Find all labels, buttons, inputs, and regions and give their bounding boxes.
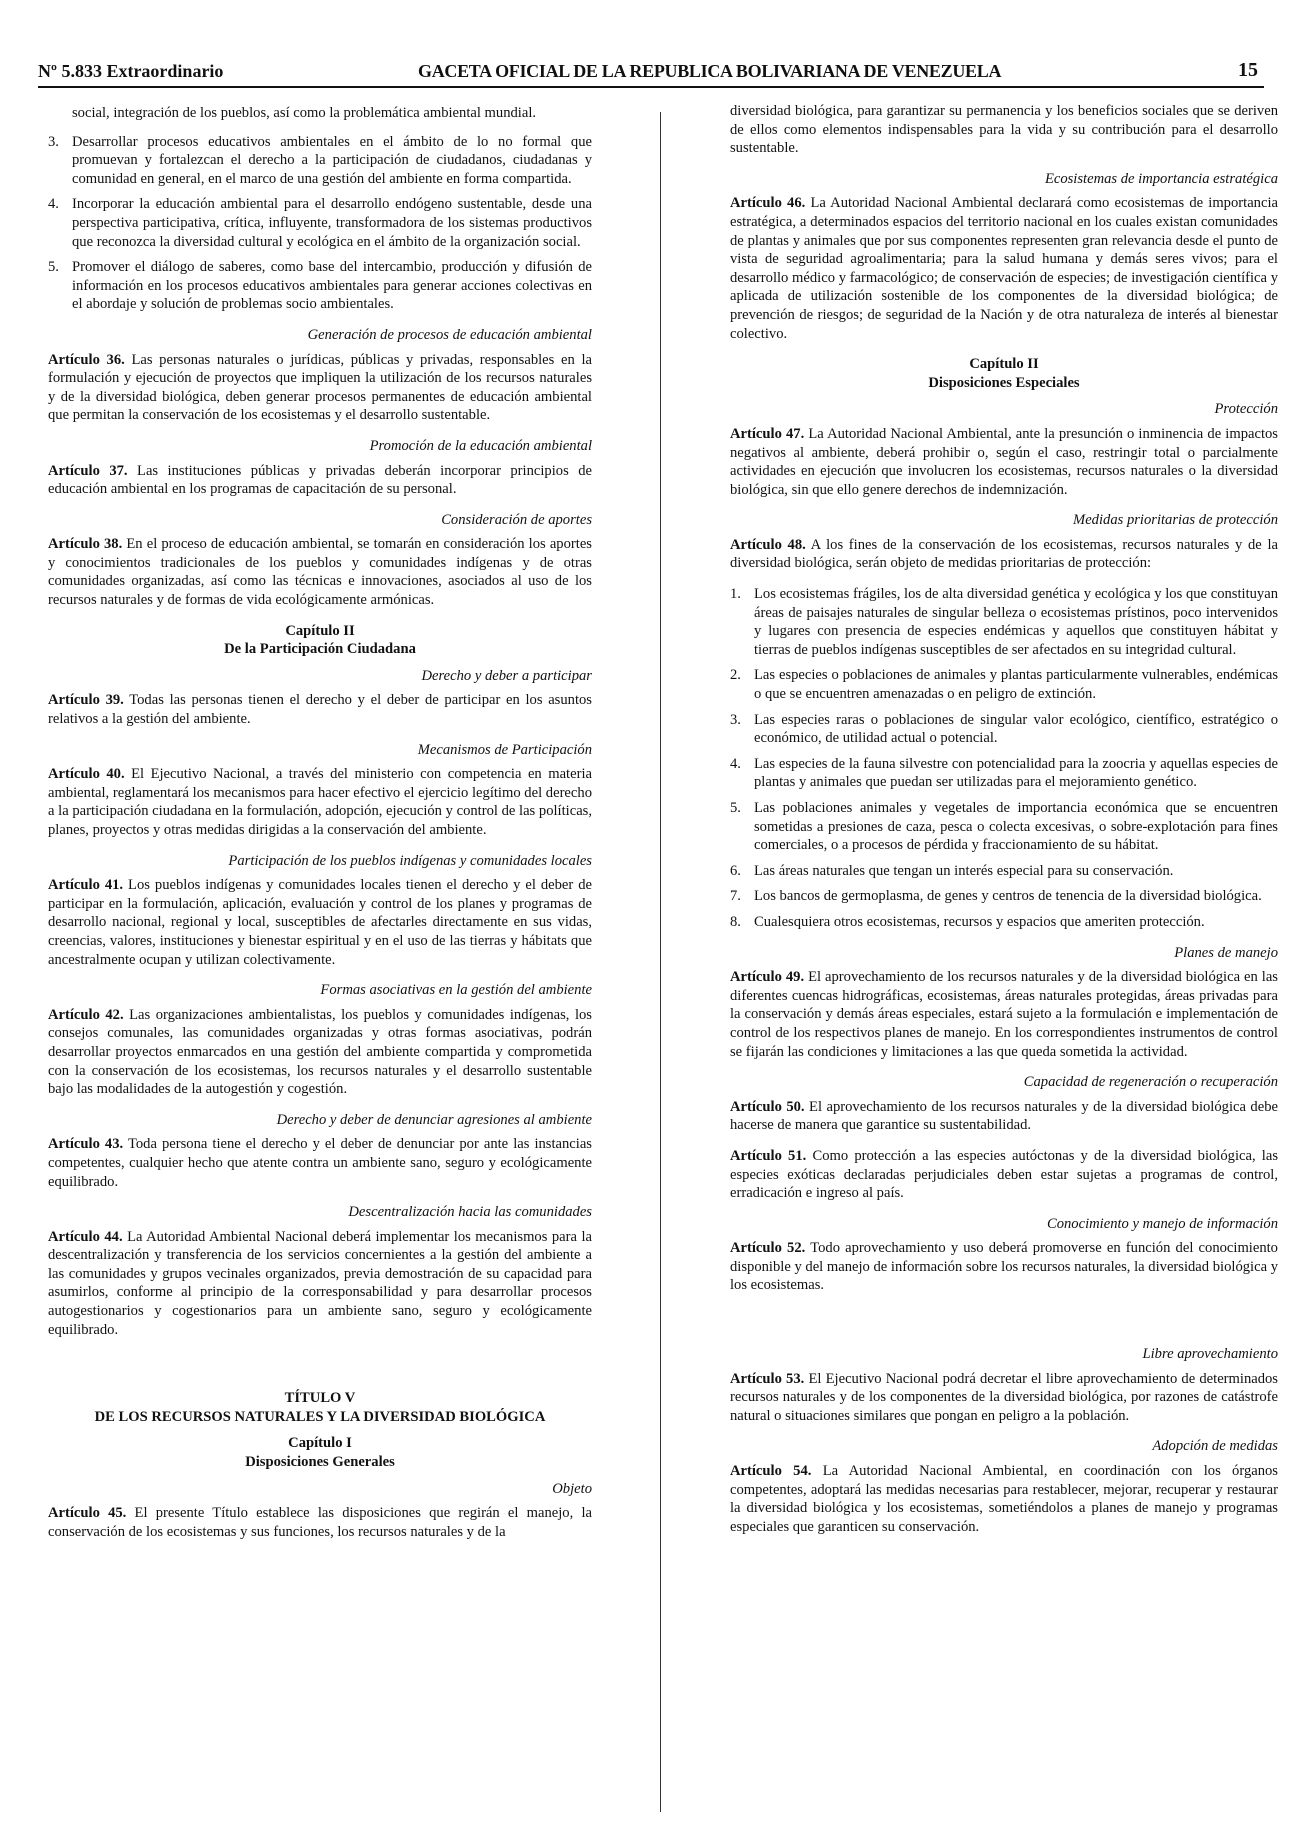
continued-text: diversidad biológica, para garantizar su permanencia y los beneficios sociales que se deriven de ellos como elementos indispensables para la vida y su contribución para el desarrollo sustentable. bbox=[730, 103, 1278, 157]
section-heading: Mecanismos de Participación bbox=[417, 741, 592, 758]
article-46: Artículo 46. La Autoridad Nacional Ambiental declarará como ecosistemas de importancia estratégica, a determinados espacios del territorio nacional en los cuales existan comunidades de plantas y animales que por sus componentes representen gran relevancia desde el punto de vista de seguridad agroalimentaria; para la salud humana y demás seres vivos; para el desarrollo médico y farmacológico; de conservación de especies; de investigación científica y aplicada de utilización sostenible de los componentes de la diversidad biológica; de prevención de riesgos; de seguridad de la Nación y de otra naturaleza de interés al bienestar colectivo. bbox=[730, 195, 1278, 342]
article-51: Artículo 51. Como protección a las especies autóctonas y de la diversidad biológica, las especies exóticas declaradas perjudiciales deben estar sujetas a programas de control, erradicación e ingreso al país. bbox=[730, 1147, 1278, 1202]
list-item: 3. Desarrollar procesos educativos ambientales en el ámbito de lo no formal que promuevan y fortalezcan el derecho a la participación de ciudadanos, ciudadanas y comunidad en general, en el marco de una gestión del ambiente en forma compartida. bbox=[48, 133, 592, 187]
article-38: Artículo 38. En el proceso de educación ambiental, se tomarán en consideración los aportes y conocimientos tradicionales de los pueblos y comunidades indígenas y de otras comunidades organizadas, así como las técnicas e innovaciones, asociados al uso de los recursos naturales y de formas de vida ecológicamente armónicas. bbox=[48, 536, 592, 609]
left-column bbox=[48, 104, 592, 1553]
list-item: 3. Las especies raras o poblaciones de singular valor ecológico, científico, estratégico o económico, de utilidad actual o potencial. bbox=[730, 711, 1278, 747]
list-item: 7. Los bancos de germoplasma, de genes y centros de tenencia de la diversidad biológica. bbox=[730, 888, 1262, 905]
article-53: Artículo 53. El Ejecutivo Nacional podrá decretar el libre aprovechamiento de determinados recursos naturales y de los componentes de la diversidad biológica, por razones de catástrofe natural o situaciones similares que pongan en peligro a la población. bbox=[730, 1370, 1278, 1424]
article-48: Artículo 48. A los fines de la conservación de los ecosistemas, recursos naturales y de la diversidad biológica, serán objeto de medidas prioritarias de protección: bbox=[730, 536, 1278, 572]
issue-number: Nº 5.833 Extraordinario bbox=[38, 61, 224, 81]
section-heading: Protección bbox=[1214, 401, 1278, 418]
right-column bbox=[730, 102, 1278, 1548]
education-objectives-list bbox=[48, 133, 592, 314]
article-39: Artículo 39. Todas las personas tienen el derecho y el deber de participar en los asuntos relativos a la gestión del ambiente. bbox=[48, 692, 592, 728]
section-heading: Planes de manejo bbox=[1174, 944, 1278, 961]
page-number: 15 bbox=[1238, 59, 1258, 81]
chapter-heading: Capítulo II Disposiciones Especiales bbox=[928, 356, 1080, 391]
list-item: 4. Incorporar la educación ambiental para el desarrollo endógeno sustentable, desde una perspectiva participativa, crítica, influyente, transformadora de los sistemas productivos que reconozca la diversidad cultural y ecológica en el ámbito de la organización social. bbox=[48, 196, 592, 250]
article-40: Artículo 40. El Ejecutivo Nacional, a través del ministerio con competencia en materia ambiental, reglamentará los mecanismos para hacer efectivo el ejercicio legítimo del derecho a la participación ciudadana en la formulación, adopción, ejecución y control de las políticas, planes, proyectos y otras medidas dirigidas a la conservación del ambiente. bbox=[48, 766, 592, 838]
section-heading: Conocimiento y manejo de información bbox=[1046, 1215, 1278, 1232]
article-37: Artículo 37. Las instituciones públicas y privadas deberán incorporar principios de educación ambiental en los programas de capacitación de su personal. bbox=[48, 462, 592, 498]
article-52: Artículo 52. Todo aprovechamiento y uso deberá promoverse en función del conocimiento disponible y del manejo de información sobre los recursos naturales, la diversidad biológica y los ecosistemas. bbox=[730, 1240, 1278, 1294]
section-heading: Generación de procesos de educación ambiental bbox=[307, 326, 592, 343]
article-49: Artículo 49. El aprovechamiento de los recursos naturales y de la diversidad biológica en las diferentes cuencas hidrográficas, ecosistemas, áreas naturales protegidas, áreas privadas para la conservación y demás áreas especiales, estará sujeto a la formulación e implementación de control de los respectivos planes de manejo. En los correspondientes instrumentos de control se fijarán las condiciones y limitaciones a las que queda sometida la actividad. bbox=[730, 969, 1278, 1060]
section-heading: Promoción de la educación ambiental bbox=[369, 437, 592, 454]
article-54: Artículo 54. La Autoridad Nacional Ambiental, en coordinación con los órganos competentes, adoptará las medidas necesarias para restablecer, mejorar, recuperar y restaurar la diversidad biológica y los ecosistemas, sometiéndolos a planes de manejo y programas especiales que garanticen su conservación. bbox=[730, 1463, 1278, 1535]
section-heading: Adopción de medidas bbox=[1152, 1438, 1278, 1455]
article-36: Artículo 36. Las personas naturales o jurídicas, públicas y privadas, responsables en la formulación y ejecución de proyectos que impliquen la utilización de los recursos naturales y de la diversidad biológica, deben generar procesos permanentes de educación ambiental que permitan la conservación de los ecosistemas y el desarrollo sustentable. bbox=[48, 351, 592, 424]
article-41: Artículo 41. Los pueblos indígenas y comunidades locales tienen el derecho y el deber de participar en la formulación, aplicación, evaluación y control de los planes y programas de desarrollo nacional, regional y local, susceptibles de afectarles directamente en sus vidas, creencias, valores, instituciones y bienestar espiritual y en el uso de las tierras y hábitats que ancestralmente ocupan y utilizan colectivamente. bbox=[48, 877, 592, 968]
title-heading: TÍTULO V DE LOS RECURSOS NATURALES Y LA DIVERSIDAD BIOLÓGICA bbox=[94, 1390, 546, 1425]
list-item: 4. Las especies de la fauna silvestre con potencialidad para la zoocria y aquellas especies de plantas y animales que puedan ser utilizadas para el mejoramiento genético. bbox=[730, 755, 1278, 791]
article-45: Artículo 45. El presente Título establece las disposiciones que regirán el manejo, la conservación de los ecosistemas y sus funciones, los recursos naturales y de la bbox=[48, 1505, 592, 1540]
section-heading: Capacidad de regeneración o recuperación bbox=[1023, 1074, 1278, 1091]
article-47: Artículo 47. La Autoridad Nacional Ambiental, ante la presunción o inminencia de impactos negativos al ambiente, deberá prohibir o, según el caso, restringir total o parcialmente actividades en ejecución que involucren los ecosistemas, recursos naturales o la diversidad biológica, sin que ello genere derechos de indemnización. bbox=[730, 425, 1278, 498]
article-50: Artículo 50. El aprovechamiento de los recursos naturales y de la diversidad biológica debe hacerse de manera que garantice su sustentabilidad. bbox=[730, 1098, 1278, 1134]
article-44: Artículo 44. La Autoridad Ambiental Nacional deberá implementar los mecanismos para la descentralización y transferencia de los servicios concernientes a la gestión del ambiente a las comunidades y grupos vecinales organizados, previa demostración de su capacidad para asumirlos, conforme al principio de la corresponsabilidad y para desarrollar procesos autogestionarios y cogestionarios para un ambiente sano, seguro y ecológicamente equilibrado. bbox=[48, 1228, 592, 1338]
list-item: 8. Cualesquiera otros ecosistemas, recursos y espacios que ameriten protección. bbox=[730, 913, 1205, 930]
list-item: 2. Las especies o poblaciones de animales y plantas particularmente vulnerables, endémicas o que se encuentren amenazadas o en peligro de extinción. bbox=[730, 667, 1278, 703]
continued-text: social, integración de los pueblos, así como la problemática ambiental mundial. bbox=[72, 105, 537, 121]
section-heading: Derecho y deber a participar bbox=[421, 667, 592, 684]
column-divider bbox=[660, 112, 661, 1812]
article-43: Artículo 43. Toda persona tiene el derecho y el deber de denunciar por ante las instancias competentes, cualquier hecho que atente contra un ambiente sano, seguro y ecológicamente equilibrado. bbox=[48, 1136, 592, 1190]
list-item: 5. Promover el diálogo de saberes, como base del intercambio, producción y difusión de información en los procesos educativos ambientales para generar acciones colectivas en el abordaje y solución de problemas socio ambientales. bbox=[48, 259, 592, 313]
section-heading: Libre aprovechamiento bbox=[1142, 1346, 1278, 1363]
chapter-heading: Capítulo II De la Participación Ciudadana bbox=[224, 622, 416, 658]
list-item: 6. Las áreas naturales que tengan un interés especial para su conservación. bbox=[730, 862, 1174, 879]
page-header bbox=[38, 52, 1264, 88]
list-item: 5. Las poblaciones animales y vegetales de importancia económica que se encuentren sometidas a presiones de caza, pesca o colecta excesivas, o sobre-explotación para fines comerciales, o a procesos de pérdida y fraccionamiento de su hábitat. bbox=[730, 800, 1278, 854]
section-heading: Descentralización hacia las comunidades bbox=[348, 1204, 592, 1221]
section-heading: Ecosistemas de importancia estratégica bbox=[1044, 170, 1278, 187]
publication-title: GACETA OFICIAL DE LA REPUBLICA BOLIVARIANA DE VENEZUELA bbox=[418, 61, 1002, 81]
chapter-heading: Capítulo I Disposiciones Generales bbox=[245, 1435, 395, 1471]
section-heading: Participación de los pueblos indígenas y comunidades locales bbox=[228, 852, 592, 869]
priority-protection-list bbox=[730, 585, 1278, 932]
section-heading: Consideración de aportes bbox=[441, 511, 592, 528]
section-heading: Medidas prioritarias de protección bbox=[1073, 512, 1278, 529]
section-heading: Formas asociativas en la gestión del ambiente bbox=[320, 982, 592, 999]
list-item: 1. Los ecosistemas frágiles, los de alta diversidad genética y ecológica y los que constituyan áreas de paisajes naturales de singular belleza o ecosistemas prístinos, poco intervenidos y lugares con presencia de especies endémicas y aquellos que constituyen hábitat y tierras de pueblos indígenas susceptibles de ser afectados en su integridad cultural. bbox=[730, 586, 1278, 658]
article-42: Artículo 42. Las organizaciones ambientalistas, los pueblos y comunidades indígenas, los consejos comunales, las comunidades organizadas y otras formas asociativas, podrán desarrollar proyectos enmarcados en una gestión del ambiente compartida y comprometida con la conservación de los ecosistemas, los recursos naturales y el desarrollo sustentable bajo las modalidades de la autogestión y cogestión. bbox=[48, 1006, 592, 1098]
section-heading: Derecho y deber de denunciar agresiones al ambiente bbox=[276, 1111, 592, 1128]
section-heading: Objeto bbox=[552, 1480, 592, 1497]
